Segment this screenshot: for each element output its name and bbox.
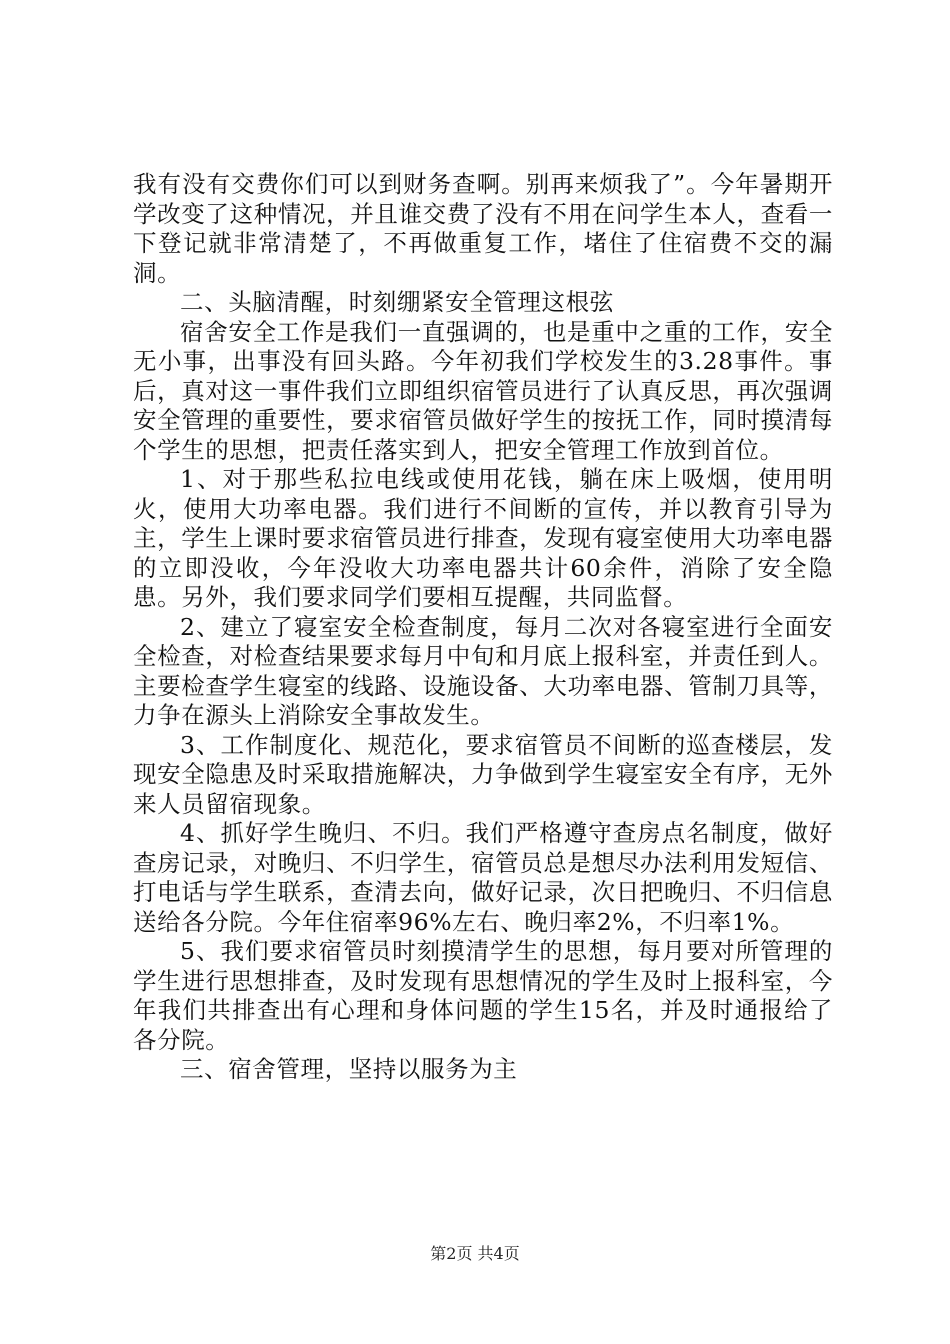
section-heading-safety: 二、头脑清醒，时刻绷紧安全管理这根弦 — [180, 288, 614, 316]
paragraph-item-3: 3、工作制度化、规范化，要求宿管员不间断的巡查楼层，发现安全隐患及时采取措施解决，力争做到学生寝室安全有序，无外来人员留宿现象。 — [133, 730, 833, 818]
paragraph-item-5: 5、我们要求宿管员时刻摸清学生的思想，每月要对所管理的学生进行思想排查，及时发现有思想情况的学生及时上报科室，今年我们共排查出有心理和身体问题的学生15名，并及时通报给了各分院。 — [133, 937, 833, 1054]
paragraph-continuation: 我有没有交费你们可以到财务查啊。别再来烦我了”。今年暑期开学改变了这种情况，并且谁交费了没有不用在问学生本人，查看一下登记就非常清楚了，不再做重复工作，堵住了住宿费不交的漏洞。 — [133, 170, 833, 287]
paragraph-item-1: 1、对于那些私拉电线或使用花钱，躺在床上吸烟，使用明火，使用大功率电器。我们进行不间断的宣传，并以教育引导为主，学生上课时要求宿管员进行排查，发现有寝室使用大功率电器的立即没收，今年没收大功率电器共计60余件，消除了安全隐患。另外，我们要求同学们要相互提醒，共同监督。 — [133, 465, 833, 611]
section-heading-dorm-management: 三、宿舍管理，坚持以服务为主 — [180, 1055, 518, 1083]
page-number-footer: 第2页 共4页 — [430, 1244, 520, 1263]
paragraph-safety-intro: 宿舍安全工作是我们一直强调的，也是重中之重的工作，安全无小事，出事没有回头路。今年初我们学校发生的3.28事件。事后，真对这一事件我们立即组织宿管员进行了认真反思，再次强调安全管理的重要性，要求宿管员做好学生的按抚工作，同时摸清每个学生的思想，把责任落实到人，把安全管理工作放到首位。 — [133, 317, 833, 464]
paragraph-item-2: 2、建立了寝室安全检查制度，每月二次对各寝室进行全面安全检查，对检查结果要求每月中旬和月底上报科室，并责任到人。主要检查学生寝室的线路、设施设备、大功率电器、管制刀具等，力争在源头上消除安全事故发生。 — [133, 612, 833, 729]
document-body — [133, 170, 833, 1085]
paragraph-item-4: 4、抓好学生晚归、不归。我们严格遵守查房点名制度，做好查房记录，对晚归、不归学生，宿管员总是想尽办法利用发短信、打电话与学生联系，查清去向，做好记录，次日把晚归、不归信息送给各分院。今年住宿率96%左右、晚归率2%，不归率1%。 — [133, 819, 833, 936]
